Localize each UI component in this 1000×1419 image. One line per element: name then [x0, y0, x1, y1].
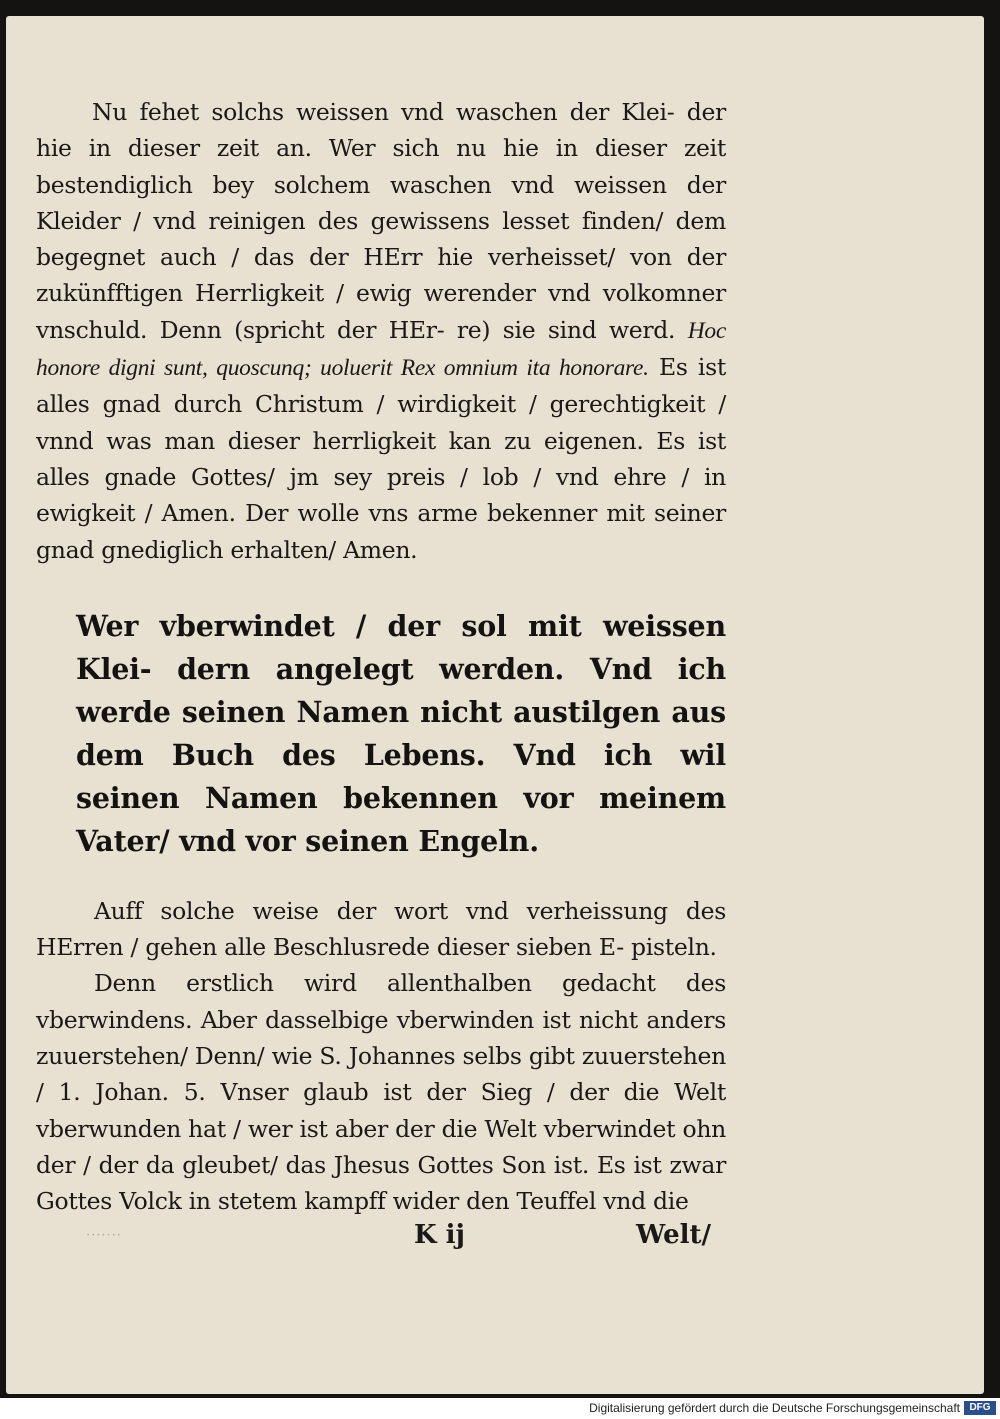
scripture-quote: Wer vberwindet / der sol mit weissen Klei- dern angelegt werden. Vnd ich werde seinen Namen nicht austilgen aus dem Buch des Lebens. Vnd ich wil seinen Namen bekennen vor meinem Vater/ vnd vor seinen Engeln.: [76, 608, 726, 858]
paragraph-2: Auff solche weise der wort vnd verheissung des HErren / gehen alle Beschlusrede dieser sieben E- pisteln.: [36, 896, 726, 962]
catchword: Welt/: [636, 1219, 712, 1250]
signature-mark: K ij: [414, 1219, 465, 1250]
dfg-logo: DFG: [964, 1401, 996, 1415]
digitization-credit-bar: [0, 1398, 1000, 1419]
page-text-block: [36, 94, 726, 1256]
paragraph-3: Denn erstlich wird allenthalben gedacht des vberwindens. Aber dasselbige vberwinden ist nicht anders zuuerstehen/ Denn/ wie S. Johannes selbs gibt zuuerstehen / 1. Johan. 5. Vnser glaub ist der Sieg / der die Welt vberwunden hat / wer ist aber der die Welt vberwindet ohn der / der da gleubet/ das Jhesus Gottes Son ist. Es ist zwar Gottes Volck in stetem kampff wider den Teuffel vnd die: [36, 969, 726, 1216]
paragraph-1-latin-quote: Hoc honore digni sunt, quoscunq; uoluerit Rex omnium ita honorare.: [36, 317, 726, 382]
book-page: [6, 16, 984, 1394]
page-footer-line: [36, 1220, 726, 1256]
faint-ink-smudge: ·······: [86, 1227, 122, 1243]
paragraph-1: [36, 94, 726, 568]
paragraph-1-end: Es ist alles gnad durch Christum / wirdigkeit / gerechtigkeit / vnnd was man dieser herrligkeit kan zu eigenen. Es ist alles gnade Gottes/ jm sey preis / lob / vnd ehre / in ewigkeit / Amen. Der wolle vns arme bekenner mit seiner gnad gnediglich erhalten/ Amen.: [36, 353, 726, 564]
dfg-credit-text: Digitalisierung gefördert durch die Deutsche Forschungsgemeinschaft: [589, 1401, 960, 1415]
paragraph-1-main: Nu fehet solchs weissen vnd waschen der Klei- der hie in dieser zeit an. Wer sich nu hie in dieser zeit bestendiglich bey solchem waschen vnd weissen der Kleider / vnd reinigen des gewissens lesset finden/ dem begegnet auch / das der HErr hie verheisset/ von der zukünfftigen Herrligkeit / ewig werender vnd volkomner vnschuld. Denn (spricht der HEr- re) sie sind werd.: [36, 98, 726, 344]
